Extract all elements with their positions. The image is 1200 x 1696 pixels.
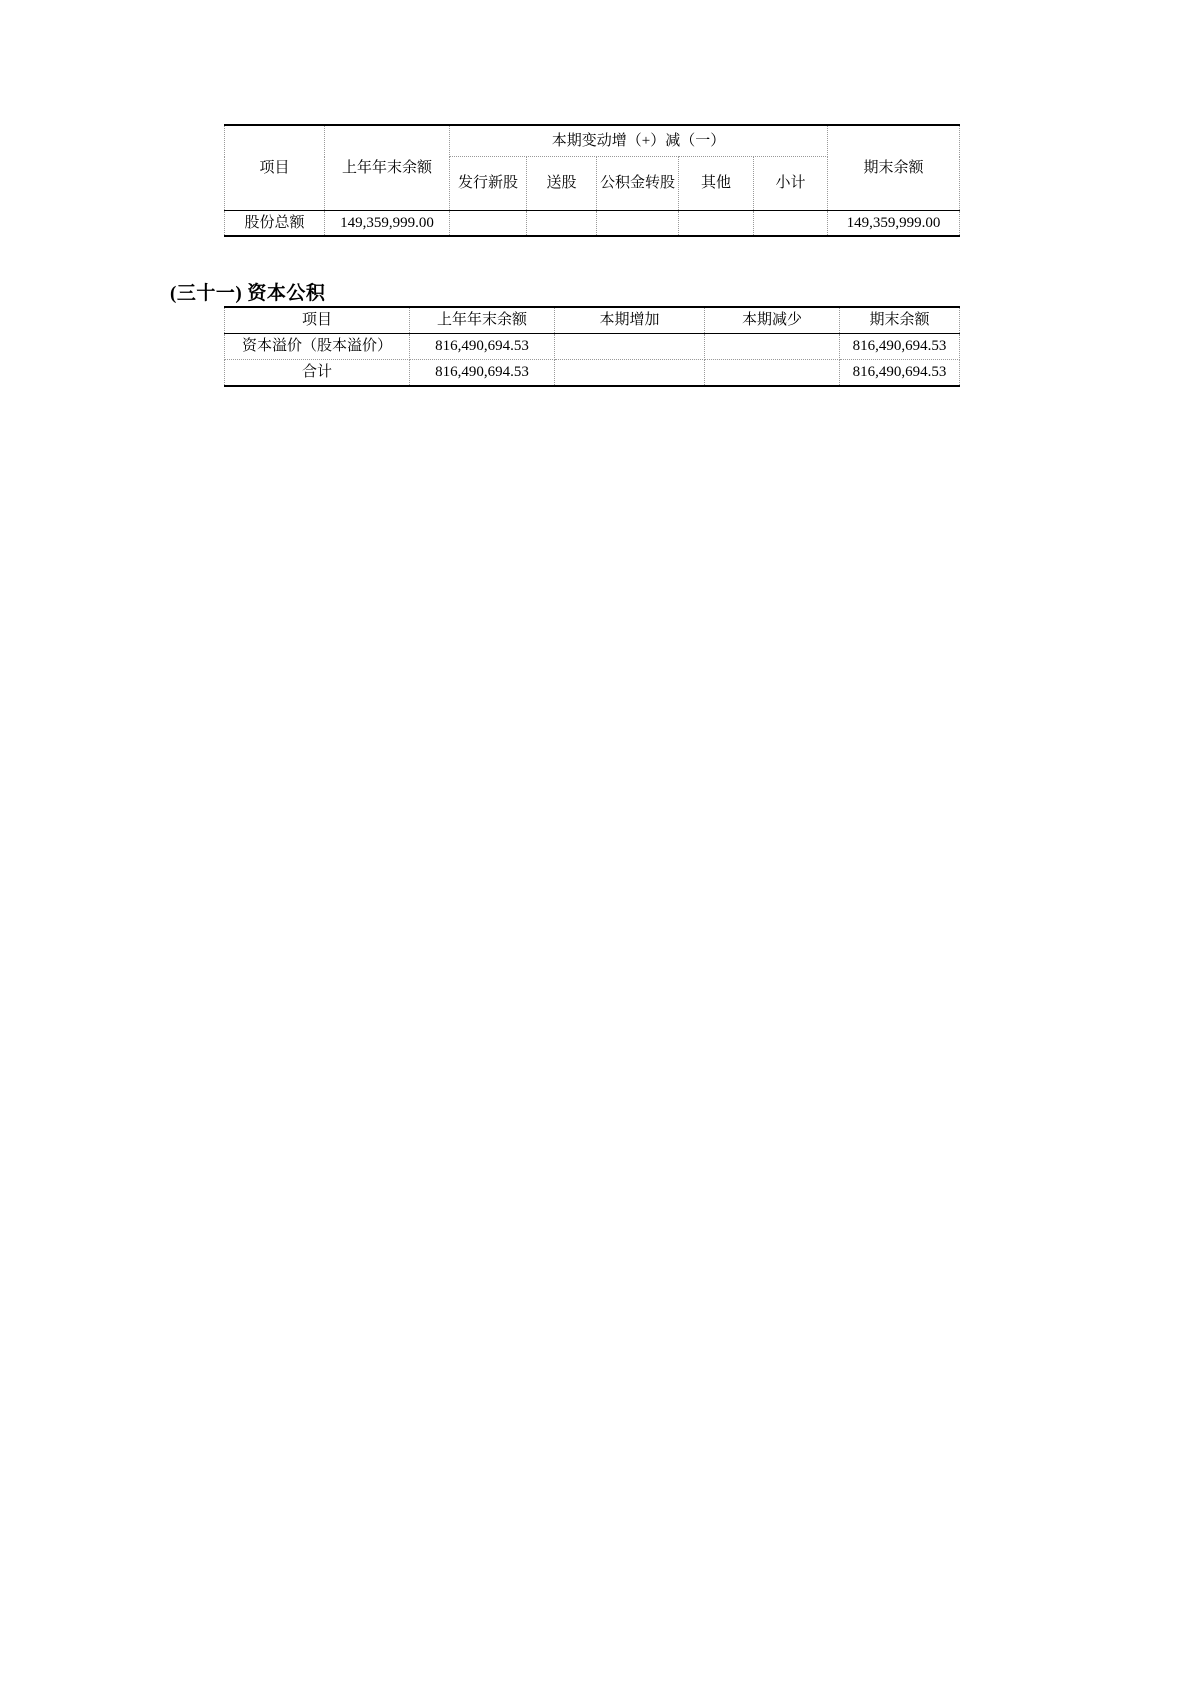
header-period-end: 期末余额 xyxy=(840,307,960,334)
header-subtotal: 小计 xyxy=(754,157,828,211)
cell-bonus-shares xyxy=(527,211,597,237)
header-item: 项目 xyxy=(225,125,325,211)
capital-reserve-table xyxy=(224,306,960,387)
table-header-row-top xyxy=(225,125,960,157)
header-new-issue: 发行新股 xyxy=(450,157,527,211)
header-prev-year-end: 上年年末余额 xyxy=(325,125,450,211)
cell-increase xyxy=(555,334,705,360)
cell-new-issue xyxy=(450,211,527,237)
cell-decrease xyxy=(705,334,840,360)
table-header-row xyxy=(225,307,960,334)
cell-other xyxy=(679,211,754,237)
header-bonus-shares: 送股 xyxy=(527,157,597,211)
cell-period-end: 149,359,999.00 xyxy=(828,211,960,237)
table-row xyxy=(225,334,960,360)
cell-item: 资本溢价（股本溢价） xyxy=(225,334,410,360)
header-other: 其他 xyxy=(679,157,754,211)
section-heading: (三十一) 资本公积 xyxy=(170,283,326,304)
cell-item: 合计 xyxy=(225,360,410,387)
header-increase: 本期增加 xyxy=(555,307,705,334)
cell-prev-year-end: 149,359,999.00 xyxy=(325,211,450,237)
cell-decrease xyxy=(705,360,840,387)
cell-reserve-conversion xyxy=(597,211,679,237)
cell-prev-year-end: 816,490,694.53 xyxy=(410,360,555,387)
cell-subtotal xyxy=(754,211,828,237)
header-period-end: 期末余额 xyxy=(828,125,960,211)
header-prev-year-end: 上年年末余额 xyxy=(410,307,555,334)
table-row xyxy=(225,211,960,237)
cell-increase xyxy=(555,360,705,387)
cell-prev-year-end: 816,490,694.53 xyxy=(410,334,555,360)
cell-item: 股份总额 xyxy=(225,211,325,237)
header-reserve-conversion: 公积金转股 xyxy=(597,157,679,211)
share-capital-table xyxy=(224,124,960,237)
header-decrease: 本期减少 xyxy=(705,307,840,334)
header-changes-group: 本期变动增（+）减（一） xyxy=(450,125,828,157)
header-item: 项目 xyxy=(225,307,410,334)
cell-period-end: 816,490,694.53 xyxy=(840,334,960,360)
table-row-total xyxy=(225,360,960,387)
cell-period-end: 816,490,694.53 xyxy=(840,360,960,387)
